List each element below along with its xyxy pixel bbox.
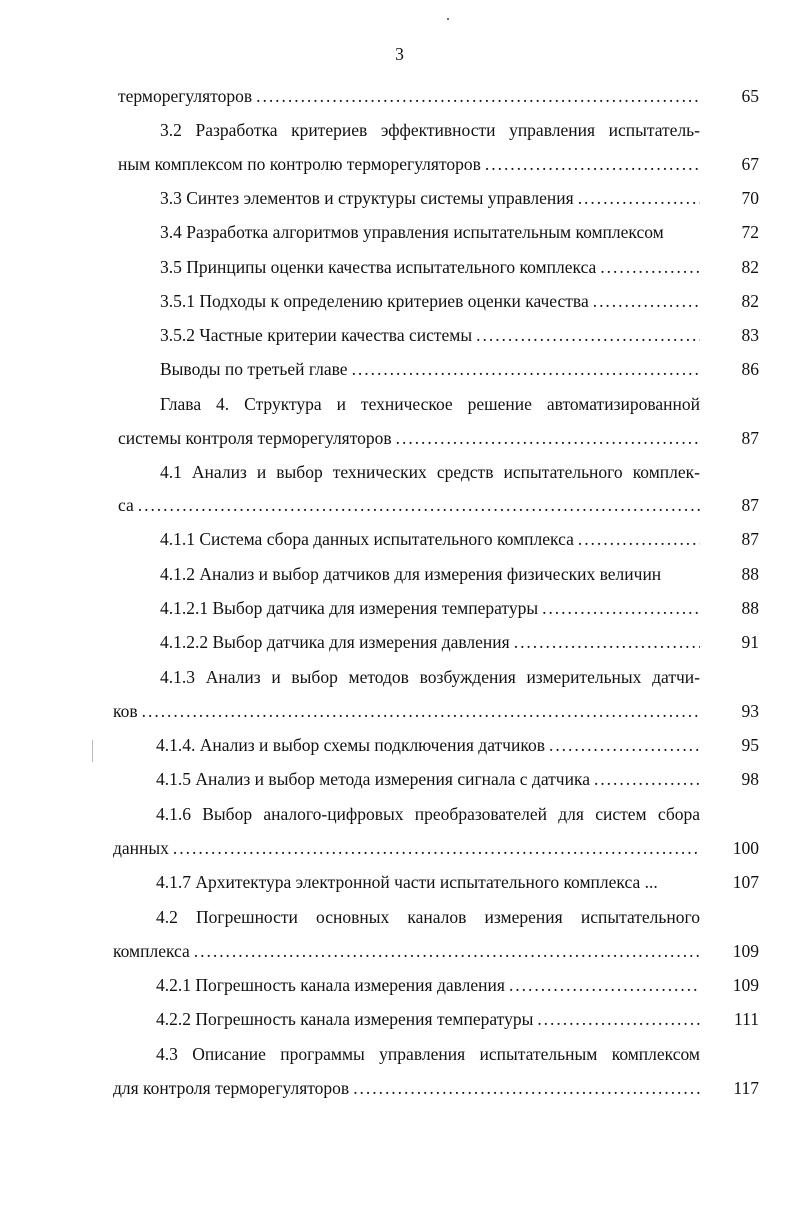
toc-entry-text: 4.2.1 Погрешность канала измерения давления bbox=[156, 975, 505, 995]
toc-entry-text: Глава 4. Структура и техническое решение автоматизированной bbox=[160, 394, 700, 414]
dot-leader bbox=[537, 1007, 700, 1031]
toc-page-number: 88 bbox=[741, 598, 759, 618]
toc-entry-text: 3.5.2 Частные критерии качества системы bbox=[160, 325, 473, 345]
toc-entry-text: данных bbox=[113, 838, 169, 858]
dot-leader bbox=[476, 323, 700, 347]
toc-entry-title bbox=[160, 527, 700, 551]
toc-entry-title bbox=[156, 767, 700, 791]
toc-entry-title bbox=[160, 220, 700, 244]
toc-entry-text: 3.5 Принципы оценки качества испытательного комплекса bbox=[160, 257, 597, 277]
toc-entry-title bbox=[118, 84, 700, 108]
dot-leader bbox=[593, 289, 700, 313]
toc-entry-title bbox=[160, 357, 700, 381]
toc-entry-title bbox=[160, 630, 700, 654]
toc-entry-text: 4.1.6 Выбор аналого-цифровых преобразователей для систем сбора bbox=[156, 804, 700, 824]
toc-entry-text: 4.1.7 Архитектура электронной части испытательного комплекса ... bbox=[156, 872, 658, 892]
toc-entry-continuation bbox=[113, 1076, 700, 1100]
toc-entry-text: 3.2 Разработка критериев эффективности управления испытатель- bbox=[160, 120, 700, 140]
toc-page-number: 109 bbox=[732, 941, 759, 961]
toc-page-number: 117 bbox=[733, 1078, 759, 1098]
toc-entry-text: 4.2 Погрешности основных каналов измерения испытательного bbox=[156, 907, 700, 927]
toc-entry-text: 4.3 Описание программы управления испытательным комплексом bbox=[156, 1044, 700, 1064]
toc-entry-text: 4.1.5 Анализ и выбор метода измерения сигнала с датчика bbox=[156, 769, 590, 789]
toc-entry-text: 3.4 Разработка алгоритмов управления испытательным комплексом bbox=[160, 222, 664, 242]
toc-page-number: 100 bbox=[732, 838, 759, 858]
dot-leader bbox=[578, 527, 700, 551]
dot-leader bbox=[514, 630, 700, 654]
toc-page-number: 82 bbox=[741, 291, 759, 311]
toc-entry-title bbox=[160, 323, 700, 347]
toc-entry-text: 4.1.4. Анализ и выбор схемы подключения датчиков bbox=[156, 735, 545, 755]
toc-entry-title bbox=[160, 118, 700, 142]
toc-entry-title bbox=[156, 973, 700, 997]
toc-entry-text: 4.1.3 Анализ и выбор методов возбуждения измерительных датчи- bbox=[160, 667, 700, 687]
toc-entry-text: для контроля терморегуляторов bbox=[113, 1078, 350, 1098]
toc-page-number: 87 bbox=[741, 495, 759, 515]
toc-entry-title bbox=[156, 802, 700, 826]
toc-entry-title bbox=[156, 870, 700, 894]
page-number: 3 bbox=[395, 44, 404, 64]
toc-page-number: 93 bbox=[741, 701, 759, 721]
toc-entry-text: 4.1.2.2 Выбор датчика для измерения давления bbox=[160, 632, 510, 652]
toc-page-number: 109 bbox=[732, 975, 759, 995]
dot-leader bbox=[353, 1076, 700, 1100]
toc-entry-title bbox=[160, 289, 700, 313]
dot-leader bbox=[542, 596, 700, 620]
dot-leader bbox=[194, 939, 700, 963]
toc-entry-text: 4.1.2 Анализ и выбор датчиков для измерения физических величин bbox=[160, 564, 662, 584]
dot-leader bbox=[396, 426, 700, 450]
dot-leader bbox=[600, 255, 700, 279]
toc-page-number: 91 bbox=[741, 632, 759, 652]
toc-entry-title bbox=[156, 1042, 700, 1066]
toc-entry-title bbox=[160, 186, 700, 210]
dot-leader bbox=[549, 733, 700, 757]
toc-entry-title bbox=[160, 665, 700, 689]
toc-page-number: 87 bbox=[741, 529, 759, 549]
margin-mark bbox=[92, 740, 93, 762]
toc-page-number: 65 bbox=[741, 86, 759, 106]
dot-leader bbox=[256, 84, 700, 108]
toc-entry-title bbox=[160, 255, 700, 279]
dot-leader bbox=[594, 767, 700, 791]
toc-entry-text: 3.5.1 Подходы к определению критериев оценки качества bbox=[160, 291, 589, 311]
toc-entry-text: Выводы по третьей главе bbox=[160, 359, 348, 379]
toc-page-number: 87 bbox=[741, 428, 759, 448]
toc-entry-continuation bbox=[118, 152, 700, 176]
toc-entry-title bbox=[160, 562, 700, 586]
dot-leader bbox=[138, 493, 700, 517]
toc-entry-title bbox=[156, 733, 700, 757]
toc-page-number: 86 bbox=[741, 359, 759, 379]
toc-page-number: 72 bbox=[741, 222, 759, 242]
toc-entry-continuation bbox=[113, 699, 700, 723]
toc-page-number: 67 bbox=[741, 154, 759, 174]
toc-page-number: 95 bbox=[741, 735, 759, 755]
dot-leader bbox=[173, 836, 700, 860]
toc-entry-text: комплекса bbox=[113, 941, 190, 961]
toc-entry-title bbox=[160, 392, 700, 416]
toc-entry-continuation bbox=[118, 493, 700, 517]
toc-entry-text: ков bbox=[113, 701, 138, 721]
toc-entry-text: терморегуляторов bbox=[118, 86, 253, 106]
toc-page-number: 98 bbox=[741, 769, 759, 789]
dot-leader bbox=[352, 357, 700, 381]
dot-leader bbox=[142, 699, 700, 723]
toc-entry-text: 3.3 Синтез элементов и структуры системы управления bbox=[160, 188, 574, 208]
dot-leader bbox=[578, 186, 700, 210]
toc-entry-text: ным комплексом по контролю терморегуляторов bbox=[118, 154, 481, 174]
toc-entry-title bbox=[156, 905, 700, 929]
dot-leader bbox=[509, 973, 700, 997]
toc-entry-text: 4.1 Анализ и выбор технических средств испытательного комплек- bbox=[160, 462, 700, 482]
toc-page-number: 83 bbox=[741, 325, 759, 345]
toc-entry-title bbox=[156, 1007, 700, 1031]
toc-page-number: 82 bbox=[741, 257, 759, 277]
toc-entry-text: 4.1.2.1 Выбор датчика для измерения температуры bbox=[160, 598, 539, 618]
toc-page-number: 111 bbox=[734, 1009, 759, 1029]
toc-entry-text: са bbox=[118, 495, 134, 515]
toc-entry-title bbox=[160, 460, 700, 484]
toc-page-number: 107 bbox=[732, 872, 759, 892]
toc-entry-text: системы контроля терморегуляторов bbox=[118, 428, 392, 448]
toc-page-number: 88 bbox=[741, 564, 759, 584]
toc-entry-title bbox=[160, 596, 700, 620]
toc-entry-continuation bbox=[118, 426, 700, 450]
toc-page-number: 70 bbox=[741, 188, 759, 208]
dot-leader bbox=[485, 152, 700, 176]
toc-entry-text: 4.2.2 Погрешность канала измерения температуры bbox=[156, 1009, 534, 1029]
toc-entry-continuation bbox=[113, 836, 700, 860]
toc-entry-continuation bbox=[113, 939, 700, 963]
toc-entry-text: 4.1.1 Система сбора данных испытательного комплекса bbox=[160, 529, 574, 549]
